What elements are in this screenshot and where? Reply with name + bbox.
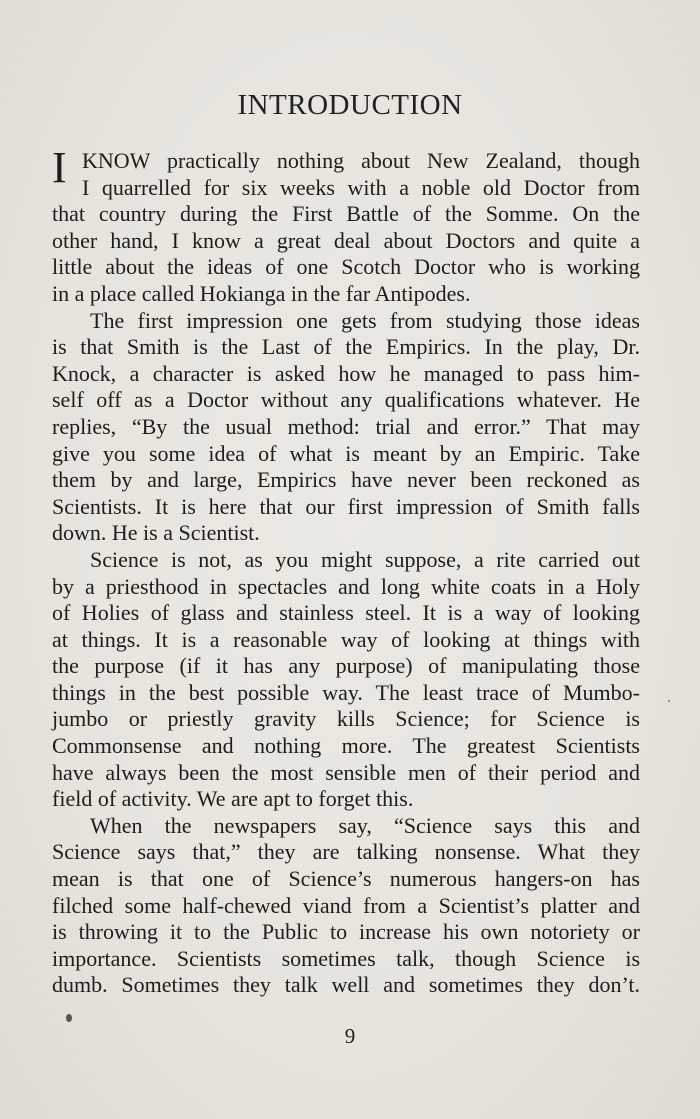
text-line: self off as a Doctor without any qualifications whatever. He [52, 387, 640, 413]
text-line: is throwing it to the Public to increase his own notoriety or [52, 919, 640, 945]
text-line: of Holies of glass and stainless steel. It is a way of looking [52, 600, 640, 626]
text-line: Knock, a character is asked how he managed to pass him- [52, 360, 640, 386]
chapter-title: INTRODUCTION [237, 89, 463, 121]
text-line: Commonsense and nothing more. The greatest Scientists [52, 733, 640, 759]
text-line: in a place called Hokianga in the far Antipodes. [52, 280, 471, 306]
text-line: little about the ideas of one Scotch Doctor who is working [52, 254, 640, 280]
text-line: have always been the most sensible men of their period and [52, 759, 640, 785]
text-line: When the newspapers say, “Science says this and [90, 812, 640, 838]
text-line: field of activity. We are apt to forget this. [52, 786, 414, 812]
text-line: that country during the First Battle of the Somme. On the [52, 201, 640, 227]
text-line: Science says that,” they are talking nonsense. What they [52, 839, 640, 865]
text-line: replies, “By the usual method: trial and error.” That may [52, 413, 640, 439]
ink-speck [66, 1014, 72, 1022]
text-line: things in the best possible way. The least trace of Mumbo- [52, 679, 640, 705]
text-line: mean is that one of Science’s numerous hangers-on has [52, 866, 640, 892]
text-line: KNOW practically nothing about New Zealand, though [82, 148, 640, 173]
body-text [52, 143, 640, 999]
text-line: Science is not, as you might suppose, a rite carried out [90, 546, 640, 572]
text-line: The first impression one gets from studying those ideas [90, 307, 640, 333]
drop-cap: I [52, 143, 67, 192]
text-line: I quarrelled for six weeks with a noble old Doctor from [82, 174, 640, 200]
text-line: them by and large, Empirics have never been reckoned as [52, 467, 640, 493]
text-line: give you some idea of what is meant by an Empiric. Take [52, 440, 640, 466]
page-number: 9 [344, 1024, 356, 1048]
text-line: is that Smith is the Last of the Empirics. In the play, Dr. [52, 334, 640, 360]
text-line: jumbo or priestly gravity kills Science; for Science is [52, 706, 640, 732]
text-line: other hand, I know a great deal about Doctors and quite a [52, 227, 640, 253]
text-line: filched some half-chewed viand from a Scientist’s platter and [52, 892, 640, 918]
ink-speck [668, 700, 670, 702]
text-line: Scientists. It is here that our first impression of Smith falls [52, 493, 640, 519]
text-line: dumb. Sometimes they talk well and sometimes they don’t. [52, 972, 640, 998]
text-line: at things. It is a reasonable way of looking at things with [52, 626, 640, 652]
text-line: down. He is a Scientist. [52, 520, 260, 546]
text-line: by a priesthood in spectacles and long white coats in a Holy [52, 573, 640, 599]
text-line: the purpose (if it has any purpose) of manipulating those [52, 653, 640, 679]
text-line: importance. Scientists sometimes talk, though Science is [52, 945, 640, 971]
